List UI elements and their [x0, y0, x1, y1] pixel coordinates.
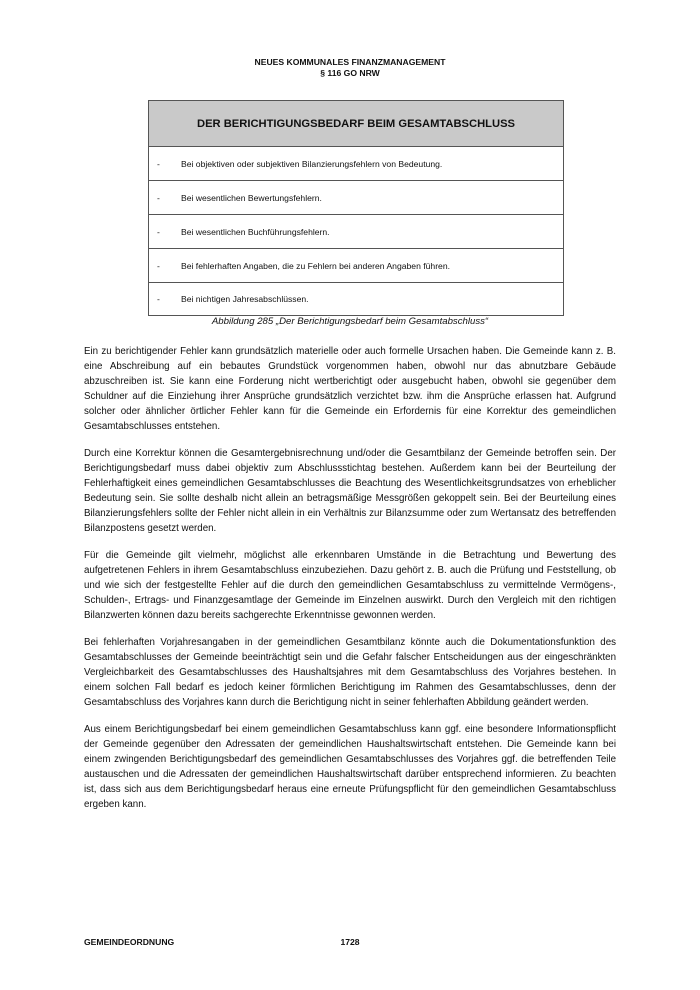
figure-item: Bei wesentlichen Bewertungsfehlern. [181, 192, 322, 203]
figure-item: Bei wesentlichen Buchführungsfehlern. [181, 226, 330, 237]
figure-title: DER BERICHTIGUNGSBEDARF BEIM GESAMTABSCHLUSS [149, 101, 563, 147]
paragraph: Durch eine Korrektur können die Gesamtergebnisrechnung und/oder die Gesamtbilanz der Gemeinde betroffen sein. Der Berichtigungsbedarf muss dabei objektiv zum Abschlussstichtag bestehen. Außerdem kann bei der Beurteilung der Fehlerhaftigkeit eines gemeindlichen Gesamtabschlusses die Beachtung des Wesentlichkeitsgrundsatzes von erheblicher Bedeutung sein. Sie sollte deshalb nicht allein an betragsmäßige Messgrößen gekoppelt sein. Bei der Beurteilung eines Bilanzierungsfehlers sollte der Fehler nicht allein in ein Verhältnis zur Bilanzsumme oder zum Wertansatz des betreffenden Bilanzpostens gesetzt werden. [84, 448, 616, 534]
figure-item: Bei fehlerhaften Angaben, die zu Fehlern bei anderen Angaben führen. [181, 260, 450, 271]
paragraph: Für die Gemeinde gilt vielmehr, möglichst alle erkennbaren Umstände in die Betrachtung und Bewertung des aufgetretenen Fehlers in ihrem Gesamtabschluss einzubeziehen. Dazu gehört z. B. auch die Prüfung und Feststellung, ob und wie sich der festgestellte Fehler auf die durch den gemeindlichen Gesamtabschluss zu vermittelnde Vermögens-, Schulden-, Ertrags- und Finanzgesamtlage der Gemeinde im Einzelnen auswirkt. Durch den Vergleich mit den richtigen Bilanzwerten können dazu bereits sachgerechte Erkenntnisse gewonnen werden. [84, 550, 616, 621]
figure-row [149, 215, 563, 249]
figure-table [148, 100, 564, 316]
page-number: 1728 [340, 937, 360, 947]
page-header [0, 57, 700, 79]
paragraph: Ein zu berichtigender Fehler kann grundsätzlich materielle oder auch formelle Ursachen haben. Die Gemeinde kann z. B. eine Abschreibung auf ein bebautes Grundstück vorgenommen haben, obwohl nur das abnutzbare Gebäude abzuschreiben ist. Sie kann eine Forderung nicht wertberichtigt oder ausgebucht haben, obwohl sie gegenüber dem Schuldner auf die Einziehung ihrer Ansprüche grundsätzlich verzichtet bzw. ihm die Ansprüche erlassen hat. Aufgrund solcher oder ähnlicher örtlicher Fehler kann für die Gemeinde ein Erfordernis für eine Korrektur des gemeindlichen Gesamtabschlusses entstehen. [84, 346, 616, 432]
figure-item: Bei objektiven oder subjektiven Bilanzierungsfehlern von Bedeutung. [181, 158, 443, 169]
figure-item: Bei nichtigen Jahresabschlüssen. [181, 294, 309, 304]
header-section: § 116 GO NRW [320, 68, 380, 78]
bullet-dash: - [157, 192, 160, 203]
body-text [84, 344, 616, 824]
bullet-dash: - [157, 226, 160, 237]
figure-row [149, 283, 563, 315]
footer-label: GEMEINDEORDNUNG [84, 937, 175, 947]
bullet-dash: - [157, 294, 160, 304]
paragraph: Bei fehlerhaften Vorjahresangaben in der gemeindlichen Gesamtbilanz könnte auch die Dokumentationsfunktion des Gesamtabschlusses der Gemeinde beeinträchtigt sein und die Gefahr falscher Entscheidungen aus der eingeschränkten Vergleichbarkeit des Gesamtabschlusses des Haushaltsjahres mit dem Gesamtabschluss des Vorjahres bestehen. In einem solchen Fall bedarf es jedoch keiner förmlichen Berichtigung im Rahmen des Gesamtabschlusses, denn der Gesamtabschluss des Vorjahres kann durch die Berichtigung nicht in seiner fehlerhaften Abbildung geändert werden. [84, 637, 616, 708]
figure-row [149, 147, 563, 181]
header-title: NEUES KOMMUNALES FINANZMANAGEMENT [254, 57, 446, 67]
figure-row [149, 181, 563, 215]
bullet-dash: - [157, 158, 160, 169]
figure-caption: Abbildung 285 „Der Berichtigungsbedarf beim Gesamtabschluss“ [211, 316, 489, 327]
paragraph: Aus einem Berichtigungsbedarf bei einem gemeindlichen Gesamtabschluss kann ggf. eine besondere Informationspflicht der Gemeinde gegenüber den Adressaten der gemeindlichen Haushaltswirtschaft entstehen. Die Gemeinde kann bei einem zwingenden Berichtigungsbedarf des gemeindlichen Gesamtabschlusses des Vorjahres ggf. die betreffenden Teile austauschen und die Adressaten der gemeindlichen Haushaltswirtschaft darüber entsprechend informieren. Zu beachten ist, dass sich aus dem Berichtigungsbedarf heraus eine erneute Prüfungspflicht für den gemeindlichen Gesamtabschluss ergeben kann. [84, 724, 616, 810]
bullet-dash: - [157, 260, 160, 271]
figure-row [149, 249, 563, 283]
